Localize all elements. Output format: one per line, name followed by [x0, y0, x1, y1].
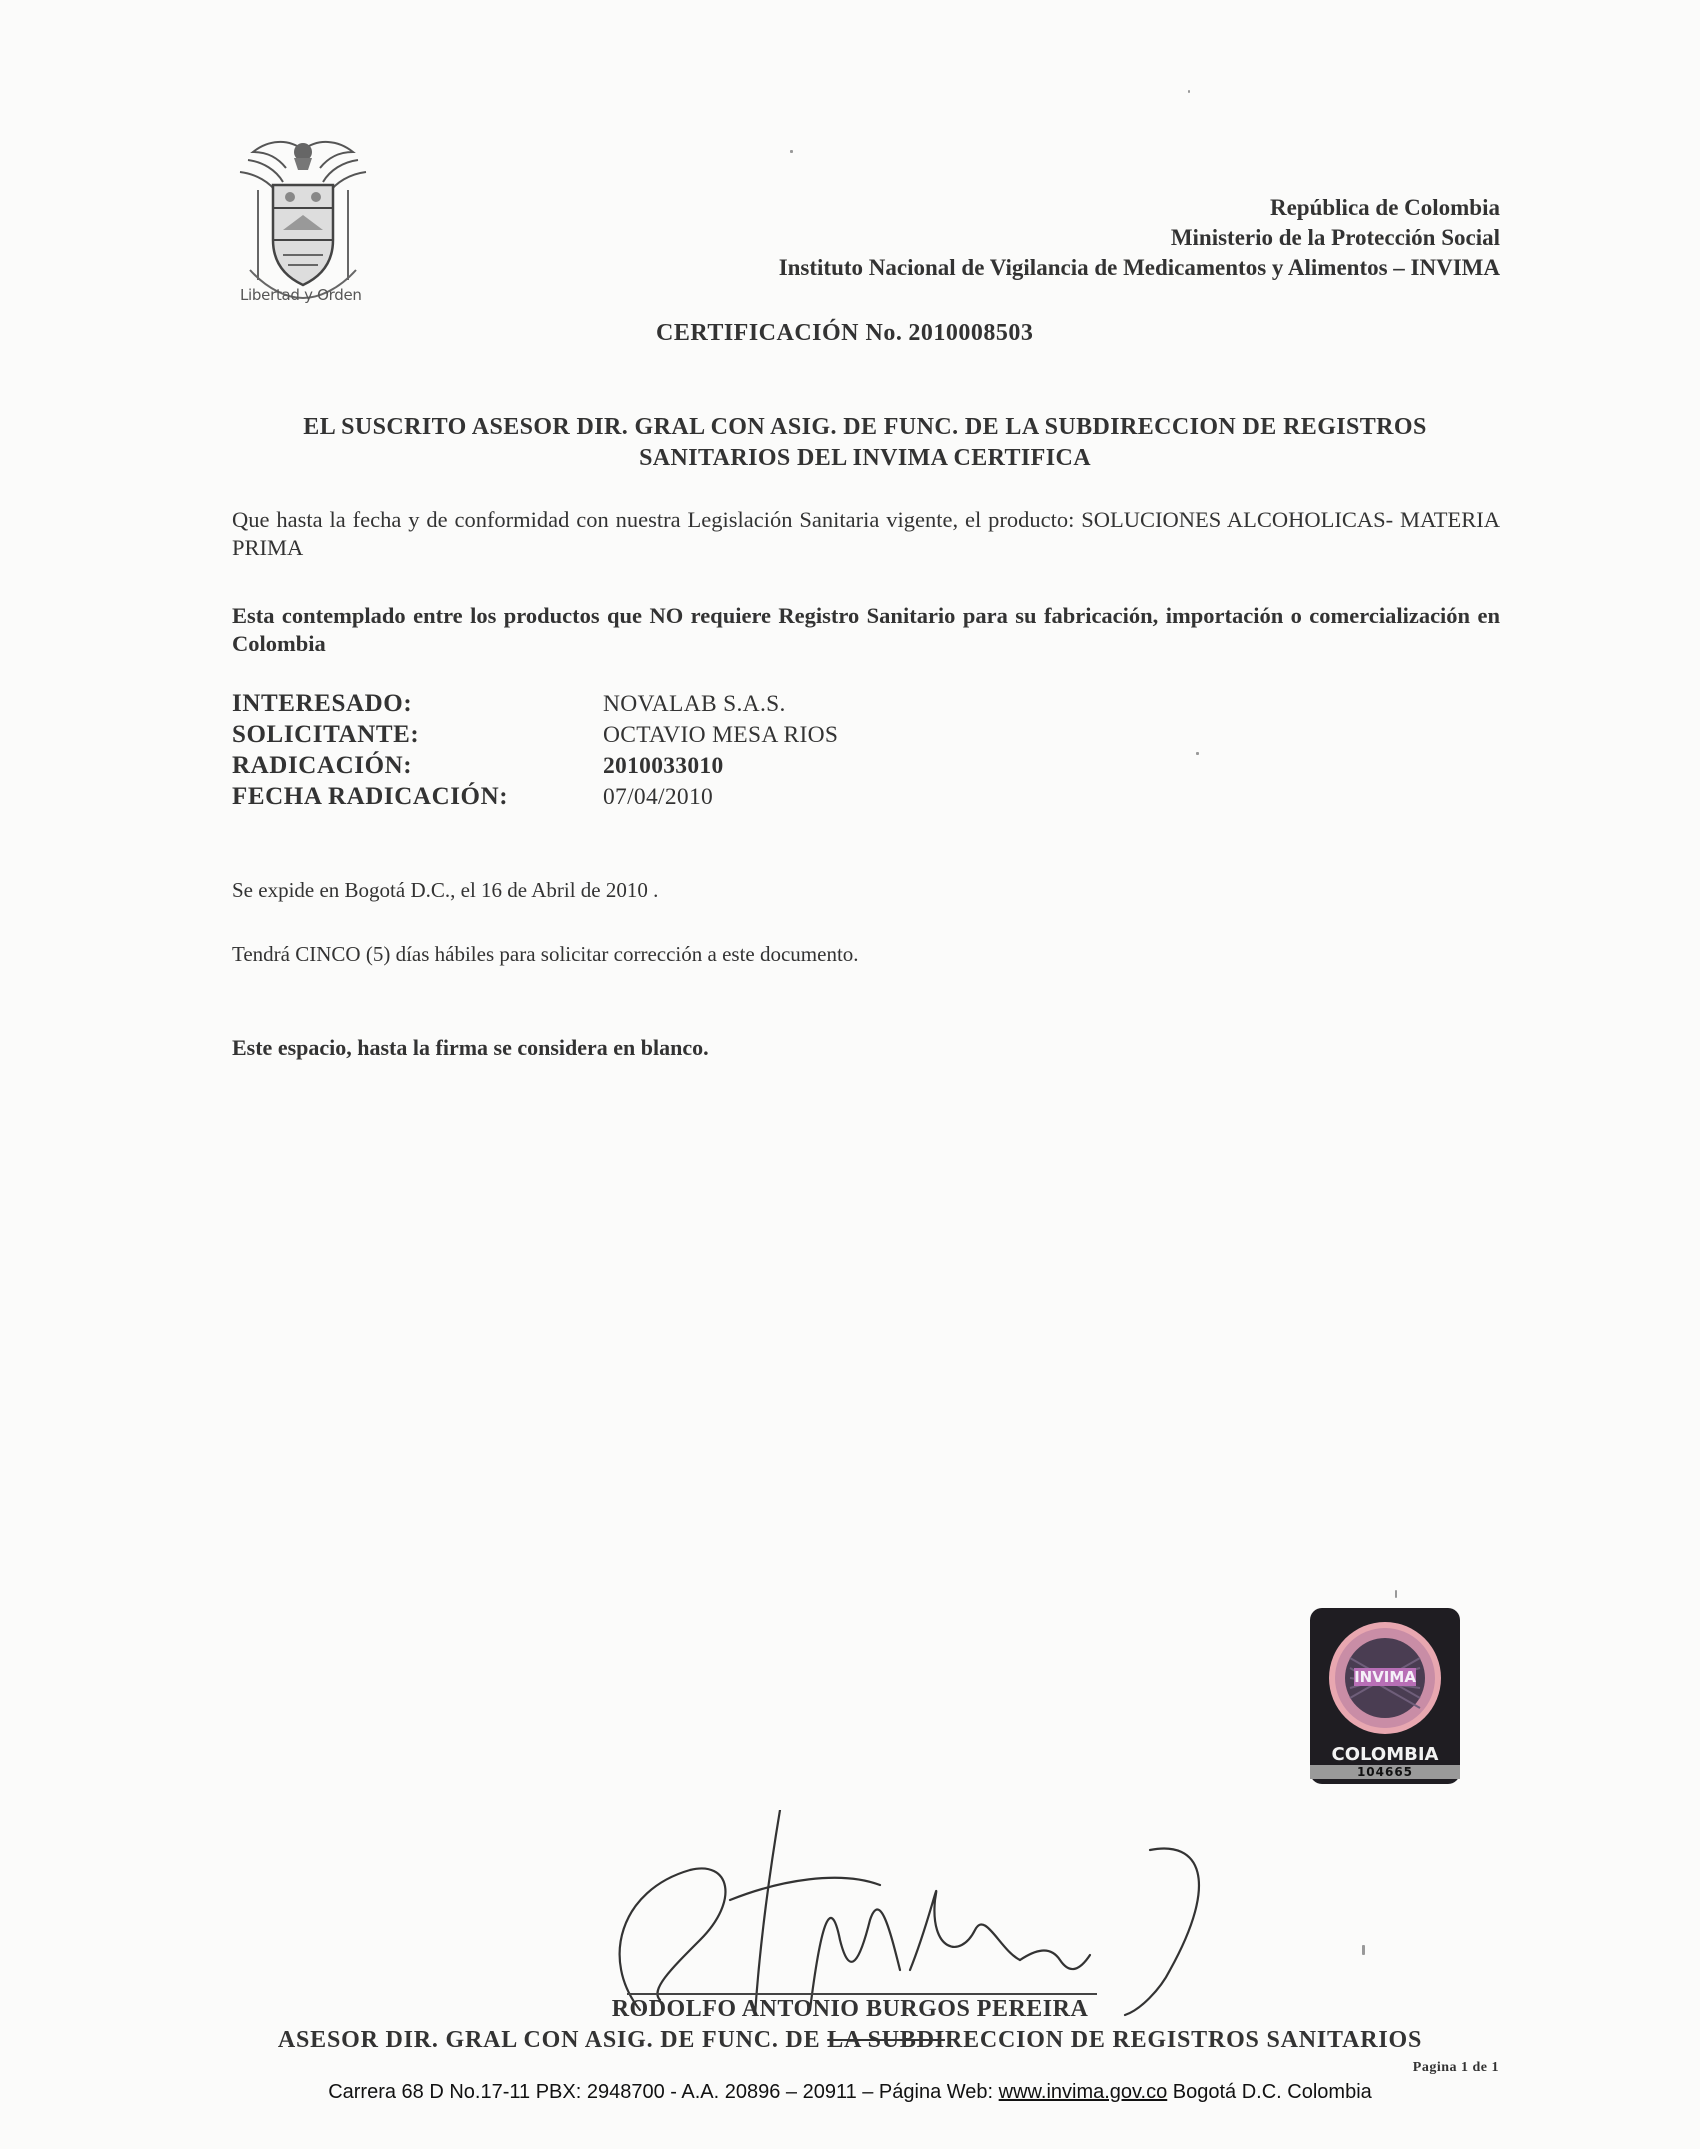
fecha-radicacion-value: 07/04/2010 [603, 784, 714, 810]
certificate-number: 2010008503 [908, 320, 1034, 346]
intro-heading [230, 412, 1500, 474]
signer-name: RODOLFO ANTONIO BURGOS PEREIRA [611, 1996, 1089, 2022]
statement-paragraph: Esta contemplado entre los productos que NO requiere Registro Sanitario para su fabricación, importación o comercialización en Colombia [232, 603, 1500, 656]
header-country: República de Colombia [1269, 195, 1500, 220]
certificate-title-prefix: CERTIFICACIÓN No. [656, 320, 903, 346]
footer [0, 2081, 1700, 2104]
header-institute: Instituto Nacional de Vigilancia de Medicamentos y Alimentos – INVIMA [778, 255, 1500, 280]
seal-serial: 104665 [1310, 1765, 1460, 1779]
page-number: Pagina 1 de 1 [1412, 2060, 1499, 2075]
solicitante-label: SOLICITANTE: [232, 721, 420, 748]
intro-heading-line2: SANITARIOS DEL INVIMA CERTIFICA [639, 445, 1091, 471]
seal-country: COLOMBIA [1331, 1744, 1439, 1765]
intro-heading-line1: EL SUSCRITO ASESOR DIR. GRAL CON ASIG. DE FUNC. DE LA SUBDIRECCION DE REGISTROS [303, 414, 1427, 440]
coat-motto: Libertad y Orden [240, 286, 362, 304]
signer-title [150, 2027, 1550, 2054]
blank-space-note: Este espacio, hasta la firma se considera en blanco. [232, 1035, 709, 1060]
scan-speck [1395, 1590, 1397, 1598]
handwritten-signature [580, 1810, 1210, 2020]
signer-title-post: RECCION DE REGISTROS SANITARIOS [944, 2027, 1423, 2053]
footer-address: Carrera 68 D No.17-11 PBX: 2948700 - A.A. 20896 – 20911 – Página Web: [328, 2081, 999, 2103]
certificate-title [656, 320, 1033, 347]
scan-speck [790, 150, 793, 153]
solicitante-value: OCTAVIO MESA RIOS [603, 722, 839, 748]
signature-line [627, 1993, 1097, 1995]
invima-security-seal [1310, 1608, 1460, 1784]
scan-speck [1362, 1945, 1365, 1955]
issued-statement: Se expide en Bogotá D.C., el 16 de Abril de 2010 . [232, 878, 659, 902]
scan-speck [1196, 752, 1199, 755]
signer-title-struck: LA SUBDI [827, 2027, 945, 2053]
intro-paragraph: Que hasta la fecha y de conformidad con nuestra Legislación Sanitaria vigente, el producto: SOLUCIONES ALCOHOLICAS- MATERIA PRIMA [232, 507, 1500, 560]
radicacion-value: 2010033010 [603, 753, 724, 779]
header-ministry: Ministerio de la Protección Social [1170, 225, 1500, 250]
correction-note: Tendrá CINCO (5) días hábiles para solicitar corrección a este documento. [232, 942, 859, 966]
fecha-radicacion-label: FECHA RADICACIÓN: [232, 783, 509, 810]
signer-title-pre: ASESOR DIR. GRAL CON ASIG. DE FUNC. DE [277, 2027, 828, 2053]
interesado-label: INTERESADO: [232, 690, 413, 717]
letterhead [779, 193, 1500, 283]
radicacion-label: RADICACIÓN: [232, 752, 413, 779]
footer-website-link[interactable]: www.invima.gov.co [998, 2081, 1168, 2103]
seal-brand: INVIMA [1354, 1668, 1416, 1686]
scan-speck [1188, 90, 1190, 93]
interesado-value: NOVALAB S.A.S. [603, 691, 786, 717]
footer-city: Bogotá D.C. Colombia [1167, 2081, 1372, 2103]
